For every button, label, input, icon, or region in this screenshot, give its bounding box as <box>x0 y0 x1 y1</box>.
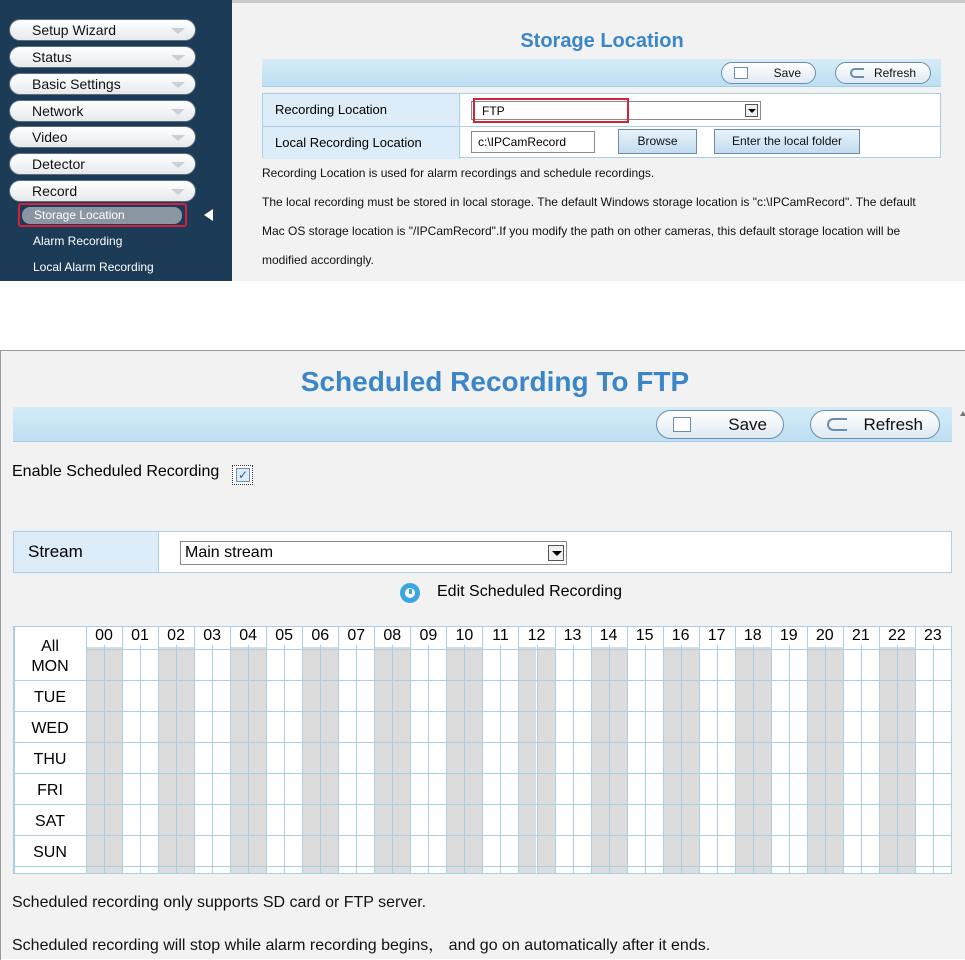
day-label[interactable]: SUN <box>33 844 67 861</box>
half-hour-column[interactable] <box>248 627 266 873</box>
hour-header[interactable]: 09 <box>419 627 438 644</box>
grid-line <box>86 649 951 650</box>
grid-line <box>14 804 951 805</box>
grid-line <box>482 627 483 873</box>
half-hour-column[interactable] <box>897 627 915 873</box>
save-icon <box>734 67 748 79</box>
select-all-button[interactable]: All <box>41 638 59 655</box>
grid-line <box>266 627 267 873</box>
hour-header[interactable]: 14 <box>599 627 618 644</box>
half-hour-column[interactable] <box>320 627 338 873</box>
hour-header[interactable]: 21 <box>851 627 870 644</box>
day-label[interactable]: FRI <box>37 782 63 799</box>
schedule-grid <box>13 626 952 874</box>
storage-note: The local recording must be stored in local storage. The default Windows storage location is "c:\IPCamRecord". The default <box>262 195 916 209</box>
sidebar <box>0 0 232 281</box>
page-title: Scheduled Recording To FTP <box>300 366 690 397</box>
menu-network[interactable] <box>9 100 196 122</box>
enable-scheduled-recording-label: Enable Scheduled Recording <box>12 463 220 480</box>
grid-line <box>807 627 808 873</box>
hour-header[interactable]: 23 <box>924 627 942 644</box>
menu-label: Basic Settings <box>32 76 121 92</box>
chevron-down-icon <box>171 28 185 34</box>
recording-location-value: FTP <box>482 104 505 118</box>
half-hour-column[interactable] <box>591 627 609 873</box>
grid-line <box>86 627 87 873</box>
grid-line <box>699 627 700 873</box>
half-hour-column[interactable] <box>230 627 248 873</box>
hour-header[interactable]: 05 <box>275 627 294 644</box>
menu-label: Detector <box>32 156 85 172</box>
submenu-local-alarm-recording[interactable]: Local Alarm Recording <box>33 260 154 274</box>
grid-line <box>374 627 375 873</box>
save-label: Save <box>773 66 801 80</box>
half-hour-column[interactable] <box>86 627 104 873</box>
grid-line <box>194 627 195 873</box>
menu-label: Setup Wizard <box>32 22 117 38</box>
grid-line <box>915 627 916 873</box>
storage-settings-table <box>262 93 941 158</box>
half-hour-column[interactable] <box>879 627 897 873</box>
clock-icon[interactable] <box>400 583 420 603</box>
refresh-button[interactable] <box>810 410 940 439</box>
menu-basic-settings[interactable] <box>9 73 196 95</box>
menu-status[interactable] <box>9 46 196 68</box>
refresh-icon <box>827 418 847 431</box>
day-label[interactable]: TUE <box>34 689 66 706</box>
day-label[interactable]: SAT <box>35 813 65 830</box>
grid-line <box>14 742 951 743</box>
check-icon: ✓ <box>237 468 249 482</box>
toolbar <box>262 59 941 87</box>
half-hour-column[interactable] <box>392 627 410 873</box>
submenu-alarm-recording[interactable]: Alarm Recording <box>33 234 123 248</box>
grid-line <box>158 627 159 873</box>
hour-header[interactable]: 03 <box>203 627 221 644</box>
menu-setup-wizard[interactable] <box>9 19 196 41</box>
half-hour-column[interactable] <box>176 627 194 873</box>
recording-location-highlight <box>473 98 629 123</box>
grid-line <box>627 627 628 873</box>
hour-header[interactable]: 20 <box>815 627 834 644</box>
save-label: Save <box>728 415 767 434</box>
toolbar <box>13 407 952 442</box>
hour-header[interactable]: 12 <box>527 627 546 644</box>
enable-scheduled-recording-checkbox[interactable] <box>232 465 253 485</box>
half-hour-column[interactable] <box>825 627 843 873</box>
half-hour-column[interactable] <box>663 627 681 873</box>
half-hour-column[interactable] <box>302 627 320 873</box>
storage-location-screenshot <box>0 0 965 281</box>
submenu-storage-location[interactable]: Storage Location <box>22 207 182 224</box>
refresh-label: Refresh <box>863 415 923 434</box>
half-hour-column[interactable] <box>374 627 392 873</box>
grid-line <box>663 627 664 873</box>
enter-local-folder-button[interactable]: Enter the local folder <box>714 129 860 154</box>
chevron-down-icon <box>171 109 185 115</box>
schedule-note: Scheduled recording only supports SD card or FTP server. <box>12 894 427 911</box>
hour-header[interactable]: 19 <box>779 627 798 644</box>
local-recording-path-input[interactable]: c:\IPCamRecord <box>471 131 595 153</box>
menu-detector[interactable] <box>9 153 196 175</box>
grid-line <box>735 627 736 873</box>
half-hour-column[interactable] <box>735 627 753 873</box>
scroll-up-arrow-icon[interactable] <box>960 411 965 416</box>
grid-line <box>14 835 951 836</box>
storage-note: Recording Location is used for alarm recordings and schedule recordings. <box>262 166 655 180</box>
grid-line <box>951 627 952 873</box>
grid-line <box>14 773 951 774</box>
divider <box>232 0 965 3</box>
menu-video[interactable] <box>9 126 196 148</box>
menu-label: Video <box>32 129 68 145</box>
day-label[interactable]: WED <box>31 720 69 737</box>
chevron-down-icon <box>171 162 185 168</box>
menu-record[interactable] <box>9 180 196 202</box>
storage-location-panel <box>232 0 965 281</box>
hour-header[interactable]: 07 <box>347 627 366 644</box>
half-hour-column[interactable] <box>753 627 771 873</box>
grid-line <box>518 627 519 873</box>
browse-button[interactable]: Browse <box>618 129 697 154</box>
local-recording-location-label: Local Recording Location <box>263 127 460 159</box>
half-hour-column[interactable] <box>681 627 699 873</box>
menu-label: Status <box>32 49 72 65</box>
hour-header[interactable]: 13 <box>563 627 582 644</box>
save-button[interactable] <box>721 62 816 84</box>
hour-header[interactable]: 17 <box>707 627 726 644</box>
save-icon <box>673 417 691 432</box>
edit-scheduled-recording-link[interactable]: Edit Scheduled Recording <box>437 583 623 600</box>
grid-line <box>555 627 556 873</box>
refresh-icon <box>850 68 864 78</box>
storage-note: Mac OS storage location is "/IPCamRecord".If you modify the path on other cameras, this default storage location will be <box>262 224 901 238</box>
hour-header[interactable]: 18 <box>743 627 762 644</box>
chevron-down-icon <box>171 189 185 195</box>
grid-line <box>879 627 880 873</box>
half-hour-column[interactable] <box>537 627 555 873</box>
half-hour-column[interactable] <box>807 627 825 873</box>
menu-label: Record <box>32 183 78 199</box>
half-hour-column[interactable] <box>158 627 176 873</box>
divider <box>0 351 1 960</box>
hour-header[interactable]: 15 <box>635 627 654 644</box>
grid-line <box>230 627 231 873</box>
hour-header[interactable]: 01 <box>131 627 149 644</box>
grid-line <box>14 627 15 873</box>
grid-line <box>410 627 411 873</box>
stream-label: Stream <box>14 532 159 572</box>
grid-line <box>14 711 951 712</box>
submenu-storage-location-highlight <box>18 203 187 227</box>
stream-select[interactable] <box>180 541 567 565</box>
day-label[interactable]: MON <box>31 658 69 675</box>
menu-label: Network <box>32 103 84 119</box>
schedule-note: Scheduled recording will stop while alarm recording begins， and go on automatically after it ends. <box>12 937 711 954</box>
stream-value: Main stream <box>185 544 274 561</box>
hour-header[interactable]: 16 <box>671 627 690 644</box>
refresh-button[interactable] <box>835 62 931 84</box>
grid-line <box>14 680 951 681</box>
hour-header[interactable]: 02 <box>167 627 185 644</box>
half-hour-column[interactable] <box>518 627 536 873</box>
half-hour-column[interactable] <box>104 627 122 873</box>
save-button[interactable] <box>656 410 784 439</box>
day-label[interactable]: THU <box>33 751 67 768</box>
hour-header[interactable]: 11 <box>492 627 509 644</box>
dropdown-arrow-icon[interactable] <box>548 545 564 561</box>
grid-line <box>843 627 844 873</box>
grid-line <box>338 627 339 873</box>
grid-line <box>771 627 772 873</box>
grid-line <box>446 627 447 873</box>
grid-line <box>302 627 303 873</box>
chevron-down-icon <box>171 135 185 141</box>
page-title: Storage Location <box>520 30 684 52</box>
hour-header[interactable]: 22 <box>887 627 906 644</box>
recording-location-label: Recording Location <box>263 94 460 126</box>
storage-note: modified accordingly. <box>262 253 374 267</box>
dropdown-arrow-icon[interactable] <box>745 104 758 117</box>
half-hour-column[interactable] <box>464 627 482 873</box>
hour-header[interactable]: 00 <box>95 627 113 644</box>
grid-line <box>591 627 592 873</box>
active-pointer-icon <box>204 209 213 221</box>
grid-line <box>14 866 951 867</box>
hour-header[interactable]: 06 <box>311 627 330 644</box>
refresh-label: Refresh <box>873 66 916 80</box>
scheduled-recording-screenshot <box>0 350 965 959</box>
hour-header[interactable]: 08 <box>383 627 402 644</box>
chevron-down-icon <box>171 55 185 61</box>
hour-header[interactable]: 10 <box>455 627 474 644</box>
chevron-down-icon <box>171 82 185 88</box>
grid-line <box>122 627 123 873</box>
half-hour-column[interactable] <box>446 627 464 873</box>
hour-header[interactable]: 04 <box>239 627 258 644</box>
stream-row <box>13 531 952 573</box>
half-hour-column[interactable] <box>609 627 627 873</box>
